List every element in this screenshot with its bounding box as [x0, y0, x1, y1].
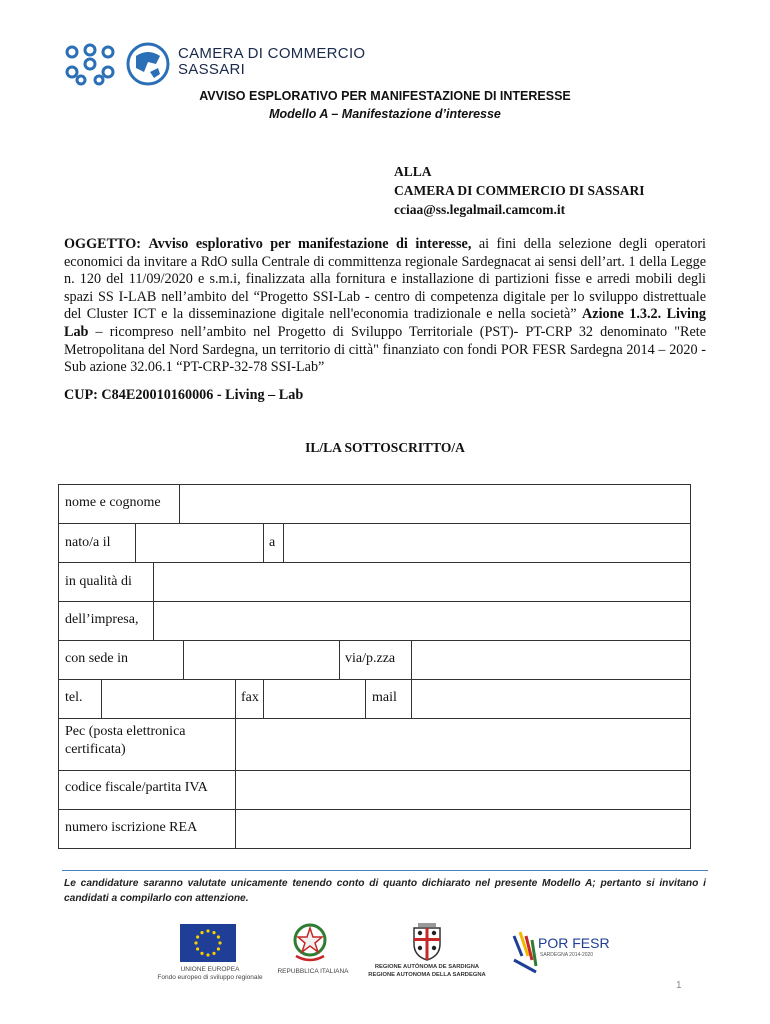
field-fax[interactable] [263, 680, 366, 718]
footer-note: Le candidature saranno valutate unicamente tenendo conto di quanto dichiarato nel presente Modello A; pertanto si invitano i candidati a compilarlo con attenzione. [64, 878, 706, 904]
label-pec [65, 723, 186, 759]
italy-caption: REPUBBLICA ITALIANA [277, 968, 349, 975]
label-nato: nato/a il [65, 535, 111, 550]
swirl-pattern-icon [62, 42, 118, 86]
recipient-address [394, 162, 645, 219]
org-name [178, 46, 365, 78]
label-cf: codice fiscale/partita IVA [65, 780, 208, 795]
label-fax: fax [241, 690, 259, 705]
row-rea [58, 809, 691, 849]
subject-intro: Avviso esplorativo per manifestazione di interesse, [148, 236, 472, 252]
globe-icon [126, 42, 170, 86]
eu-stars-icon [180, 924, 236, 962]
por-fesr-logo [508, 922, 618, 974]
label-pec-line2: certificata) [65, 742, 126, 757]
subject-azione: Azione 1.3.2. Living Lab [64, 306, 706, 340]
label-tel: tel. [65, 690, 83, 705]
eu-caption-line2: Fondo europeo di sviluppo regionale [157, 974, 263, 981]
section-title: IL/LA SOTTOSCRITTO/A [305, 440, 465, 455]
label-nome: nome e cognome [65, 495, 161, 510]
field-mail[interactable] [411, 680, 690, 718]
label-a: a [269, 535, 276, 550]
label-mail: mail [372, 690, 397, 705]
label-pec-line1: Pec (posta elettronica [65, 724, 186, 739]
row-impresa [58, 601, 691, 640]
address-line1: ALLA [394, 164, 432, 179]
field-pec[interactable] [235, 719, 690, 770]
address-line2: CAMERA DI COMMERCIO DI SASSARI [394, 183, 645, 198]
italian-emblem-icon [290, 920, 330, 964]
label-qualita: in qualità di [65, 574, 132, 589]
address-line3: cciaa@ss.legalmail.camcom.it [394, 202, 566, 217]
por-fesr-text: POR FESR [538, 935, 610, 951]
eu-flag-icon [180, 924, 236, 962]
field-data-nascita[interactable] [135, 524, 264, 562]
row-cf [58, 770, 691, 809]
label-impresa: dell’impresa, [65, 612, 139, 627]
applicant-form [58, 484, 691, 849]
subject-body2: – ricompreso nell’ambito nel Progetto di Sviluppo Territoriale (PST)- PT-CRP 32 denominato "Rete Metropolitana del Nord Sardegna, un territorio di città" finanziato con fondi POR FESR Sardegna 2014 – 2020 - Sub azione 32.06.1 “PT-CRP-32-78 SSI-Lab” [64, 323, 706, 376]
sardinia-caption [352, 964, 502, 979]
page-number: 1 [676, 980, 682, 991]
org-name-line1: CAMERA DI COMMERCIO [178, 45, 366, 62]
org-name-line2: SASSARI [178, 61, 246, 78]
sardinia-emblem-icon [410, 922, 444, 962]
field-rea[interactable] [235, 810, 690, 848]
document-subtitle: Modello A – Manifestazione d’interesse [269, 107, 501, 121]
row-pec [58, 718, 691, 770]
sardinia-caption-line2: REGIONE AUTONOMA DELLA SARDEGNA [368, 971, 486, 978]
chamber-logo [62, 40, 382, 90]
document-title: AVVISO ESPLORATIVO PER MANIFESTAZIONE DI INTERESSE [199, 89, 571, 103]
cell-fax [235, 680, 264, 718]
subject-body1: ai fini della selezione degli operatori economici da invitare a RdO sulla Centrale di committenza regionale Sardegnacat ai sensi dell’art. 1 della Legge n. 120 del 11/09/2020 e s.m.i, finalizzata alla fornitura e installazione di partizioni fisse e arredi mobili degli spazi SS I-LAB nell’ambito del “Progetto SSI-Lab - centro di competenza digitale per lo sviluppo distrettuale del Cluster ICT e la disseminazione digitale nell'economia tradizionale e nella società” [64, 236, 706, 323]
field-cf[interactable] [235, 771, 690, 809]
label-rea: numero iscrizione REA [65, 820, 198, 835]
field-via[interactable] [411, 641, 690, 679]
row-sede [58, 640, 691, 679]
eu-caption [150, 966, 270, 982]
field-luogo-nascita[interactable] [283, 524, 690, 562]
field-qualita[interactable] [153, 563, 690, 601]
row-qualita [58, 562, 691, 601]
cell-mail [365, 680, 412, 718]
field-tel[interactable] [101, 680, 236, 718]
subject-label: OGGETTO: [64, 236, 141, 252]
cell-a [263, 524, 284, 562]
cup-code: CUP: C84E20010160006 - Living – Lab [64, 387, 304, 403]
label-via: via/p.zza [345, 651, 396, 666]
field-impresa[interactable] [153, 602, 690, 640]
field-sede[interactable] [183, 641, 340, 679]
footer-divider [62, 870, 708, 871]
subject-paragraph [64, 236, 706, 377]
eu-caption-line1: UNIONE EUROPEA [180, 966, 240, 973]
label-sede: con sede in [65, 651, 128, 666]
cell-via [339, 641, 412, 679]
field-nome[interactable] [179, 485, 690, 523]
por-fesr-sub: SARDEGNA 2014-2020 [540, 952, 594, 958]
sardinia-caption-line1: REGIONE AUTÒNOMA DE SARDIGNA [374, 964, 480, 970]
row-nome [58, 484, 691, 523]
row-nato [58, 523, 691, 562]
row-tel [58, 679, 691, 718]
